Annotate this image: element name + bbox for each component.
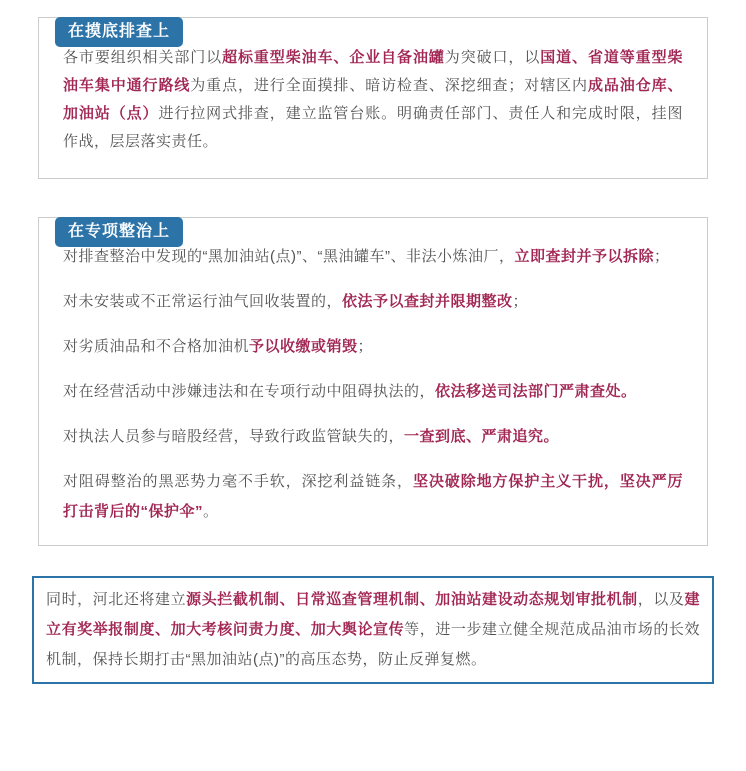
section-investigation bbox=[38, 17, 708, 179]
highlighted-text-run: 依法移送司法部门严肃查处。 bbox=[435, 383, 637, 400]
text-run: 对劣质油品和不合格加油机 bbox=[63, 338, 250, 355]
highlighted-text-run: 予以收缴或销毁 bbox=[249, 338, 358, 355]
text-run: ； bbox=[654, 248, 670, 265]
text-run: 。 bbox=[203, 503, 219, 520]
text-run: 等，进一步建立健全规范成品油市场的长效机制，保持长期打击“黑加油站(点)”的高压态势，防止反弹复燃。 bbox=[46, 621, 700, 668]
footer-note-box bbox=[32, 576, 714, 684]
highlighted-text-run: 一查到底、严肃追究。 bbox=[404, 428, 560, 445]
highlighted-text-run: 国道、省道等重型柴油车集中通行路线 bbox=[63, 49, 683, 94]
section-rectification bbox=[38, 217, 708, 546]
text-run: 对执法人员参与暗股经营，导致行政监管缺失的， bbox=[63, 428, 405, 445]
text-run: 对阻碍整治的黑恶势力毫不手软，深挖利益链条， bbox=[63, 473, 413, 490]
highlighted-text-run: 立即查封并予以拆除 bbox=[514, 248, 654, 265]
text-run: 为突破口，以 bbox=[444, 49, 541, 66]
text-run: 进行拉网式排查，建立监管台账。明确责任部门、责任人和完成时限，挂图作战，层层落实责任。 bbox=[63, 105, 683, 150]
highlighted-text-run: 建立有奖举报制度、加大考核问责力度、加大舆论宣传 bbox=[46, 591, 700, 638]
highlighted-text-run: 超标重型柴油车、企业自备油罐 bbox=[222, 49, 445, 66]
paragraph bbox=[63, 377, 683, 407]
paragraph bbox=[46, 585, 700, 675]
text-run: ； bbox=[512, 293, 529, 310]
text-run: 同时，河北还将建立 bbox=[46, 591, 187, 608]
section-badge-rectification: 在专项整治上 bbox=[55, 217, 183, 247]
highlighted-text-run: 源头拦截机制、日常巡查管理机制、加油站建设动态规划审批机制 bbox=[186, 591, 638, 608]
text-run: ； bbox=[357, 338, 374, 355]
text-run: ，以及 bbox=[637, 591, 685, 608]
paragraph bbox=[63, 467, 683, 527]
paragraph bbox=[63, 44, 683, 156]
highlighted-text-run: 成品油仓库、加油站（点） bbox=[63, 77, 683, 122]
text-run: 为重点，进行全面摸排、暗访检查、深挖细查；对辖区内 bbox=[190, 77, 588, 94]
paragraph bbox=[63, 332, 683, 362]
section-box-rectification bbox=[38, 217, 708, 546]
text-run: 对未安装或不正常运行油气回收装置的， bbox=[63, 293, 343, 310]
highlighted-text-run: 依法予以查封并限期整改 bbox=[342, 293, 513, 310]
text-run: 各市要组织相关部门以 bbox=[63, 49, 223, 66]
text-run: 对在经营活动中涉嫌违法和在专项行动中阻碍执法的， bbox=[63, 383, 436, 400]
text-run: 对排查整治中发现的“黑加油站(点)”、“黑油罐车”、非法小炼油厂， bbox=[63, 248, 515, 265]
paragraph bbox=[63, 287, 683, 317]
section-badge-investigation: 在摸底排查上 bbox=[55, 17, 183, 47]
paragraph bbox=[63, 422, 683, 452]
section-body-rectification bbox=[39, 218, 707, 545]
highlighted-text-run: 坚决破除地方保护主义干扰，坚决严厉打击背后的“保护伞” bbox=[63, 473, 683, 520]
